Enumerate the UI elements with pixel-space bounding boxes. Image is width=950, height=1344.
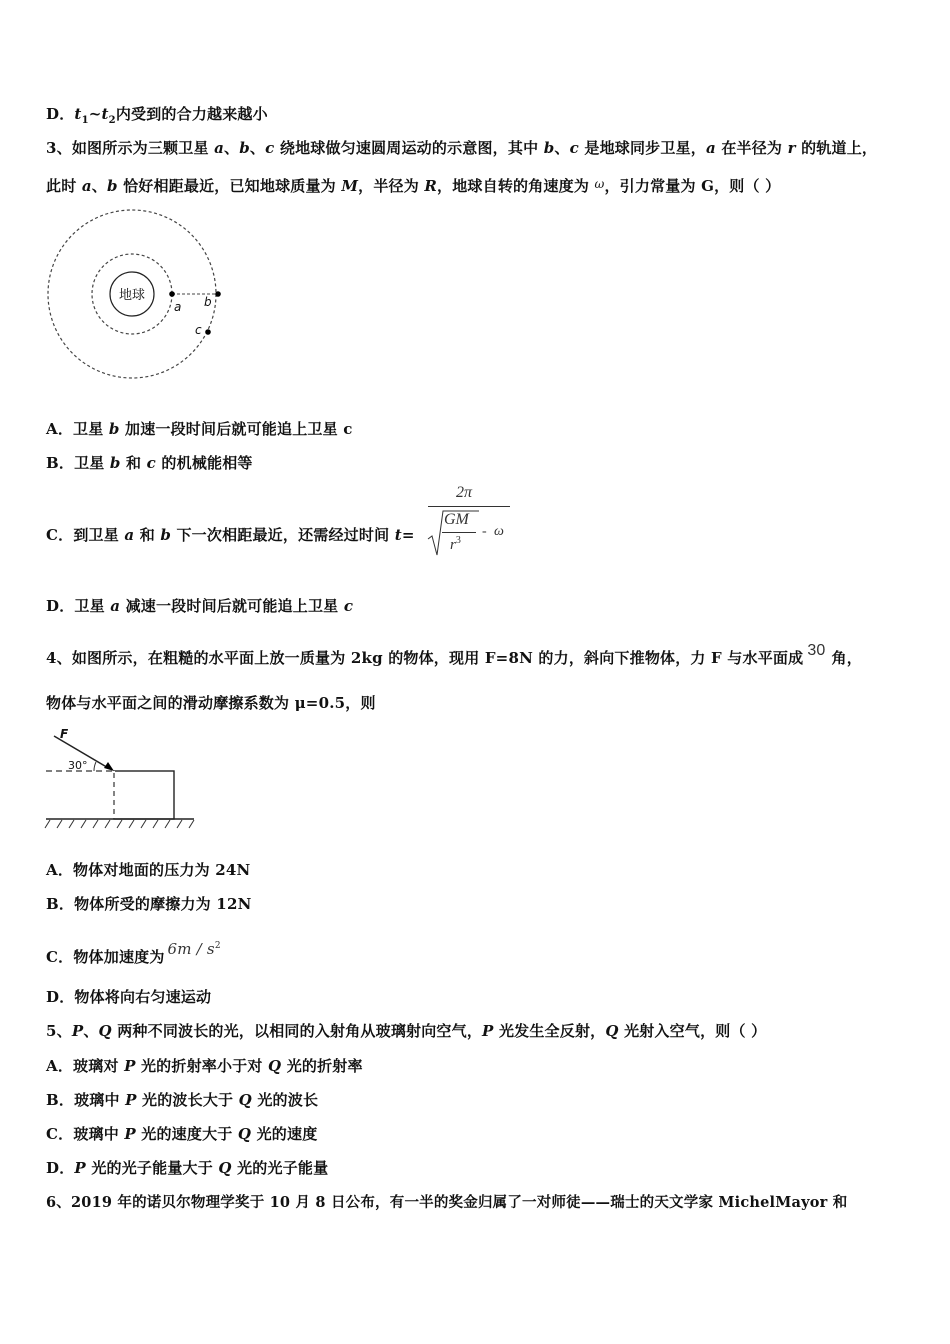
q3-stem-line1: 3、如图所示为三颗卫星 a、b、c 绕地球做匀速圆周运动的示意图，其中 b、c 是地球同步卫星，a 在半径为 r 的轨道上， <box>46 139 878 157</box>
q5-option-d: D．P 光的光子能量大于 Q 光的光子能量 <box>46 1159 329 1177</box>
q4-stem-line2: 物体与水平面之间的滑动摩擦系数为 μ=0.5，则 <box>46 694 376 712</box>
sqrt-r3: $r^3$ <box>450 535 461 553</box>
q6-stem: 6、2019 年的诺贝尔物理学奖于 10 月 8 日公布，有一半的奖金归属了一对师徒——瑞士的天文学家 MichelMayor 和 <box>46 1194 848 1211</box>
q3-stem-line2: 此时 a、b 恰好相距最近，已知地球质量为 M，半径为 R，地球自转的角速度为 $^\omega$，引力常量为 G，则（ ） <box>46 177 781 195</box>
acceleration-value: $6m / s^2$ <box>167 940 221 958</box>
q3-option-b: B．卫星 b 和 c 的机械能相等 <box>46 454 253 472</box>
angle-arc <box>94 762 96 771</box>
q3-option-d: D．卫星 a 减速一段时间后就可能追上卫星 c <box>46 597 354 615</box>
q3-time-formula <box>426 484 512 560</box>
formula-omega: ω <box>494 524 504 539</box>
formula-numerator: 2π <box>456 484 473 501</box>
fraction-bar <box>428 506 510 507</box>
q3-option-c: C．到卫星 a 和 b 下一次相距最近，还需经过时间 t= <box>46 526 415 544</box>
q5-option-b: B．玻璃中 P 光的波长大于 Q 光的波长 <box>46 1091 319 1109</box>
label-b: b <box>204 295 212 309</box>
q2-option-d: D．$t_1\sim t_2$内受到的合力越来越小 <box>46 105 268 126</box>
satellite-a <box>169 291 175 297</box>
q4-option-c: C．物体加速度为 $6m / s^2$ <box>46 940 221 966</box>
label-a: a <box>174 300 182 314</box>
q4-option-b: B．物体所受的摩擦力为 12N <box>46 895 252 913</box>
block-force-diagram <box>44 727 200 831</box>
earth-label: 地球 <box>118 288 146 303</box>
angle-label: 30° <box>68 759 88 772</box>
orbit-diagram <box>46 205 226 385</box>
angle-value: 30 <box>807 642 826 659</box>
q5-option-a: A．玻璃对 P 光的折射率小于对 Q 光的折射率 <box>46 1057 363 1075</box>
satellite-b <box>215 291 221 297</box>
sqrt-inner-bar <box>442 532 476 533</box>
ground-hatching <box>45 820 194 828</box>
force-label: F <box>60 727 69 741</box>
q3-option-a: A．卫星 b 加速一段时间后就可能追上卫星 c <box>46 420 353 438</box>
satellite-c <box>205 329 211 335</box>
sqrt-gm: GM <box>444 511 469 528</box>
formula-minus: - <box>482 524 487 539</box>
block <box>114 771 174 819</box>
q5-stem: 5、P、Q 两种不同波长的光，以相同的入射角从玻璃射向空气，P 光发生全反射，Q 光射入空气，则（ ） <box>46 1022 767 1040</box>
q4-option-a: A．物体对地面的压力为 24N <box>46 861 251 879</box>
q4-option-d: D．物体将向右匀速运动 <box>46 988 212 1006</box>
force-arrowhead <box>104 762 114 771</box>
q4-stem-line1: 4、如图所示，在粗糙的水平面上放一质量为 2kg 的物体，现用 F=8N 的力，斜向下推物体，力 F 与水平面成 30 角， <box>46 642 862 667</box>
label-c: c <box>195 323 202 337</box>
q5-option-c: C．玻璃中 P 光的速度大于 Q 光的速度 <box>46 1125 318 1143</box>
